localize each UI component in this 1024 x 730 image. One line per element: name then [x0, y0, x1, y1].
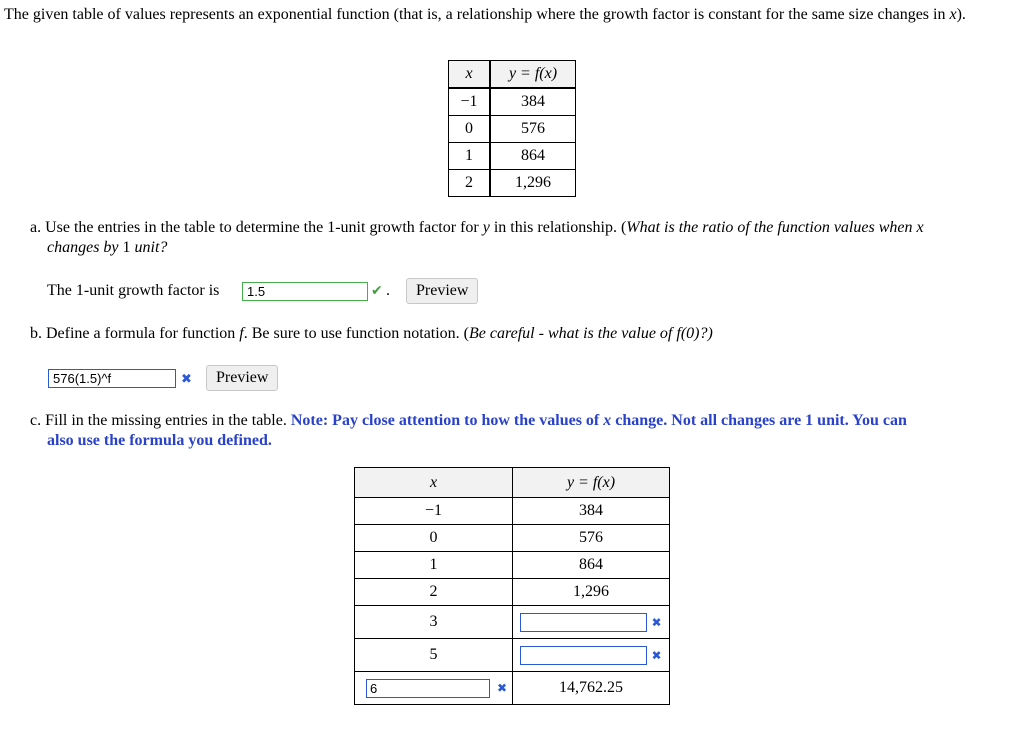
incorrect-x-icon: ✖ [651, 648, 662, 662]
table2-cell: 5 [355, 639, 513, 672]
growth-factor-label: The 1-unit growth factor is [47, 282, 220, 299]
table1-header-y: y = f(x) [490, 61, 576, 89]
y-at-3-input[interactable] [520, 613, 647, 632]
table2-input-cell [513, 606, 670, 639]
x-input[interactable]: 6 [366, 679, 490, 698]
table2-cell: −1 [355, 498, 513, 525]
table1-cell: 1 [449, 143, 491, 170]
table2-cell: 0 [355, 525, 513, 552]
part-b-question: b. Define a formula for function f. Be sure to use function notation. (Be careful - what is the value of f(0)?) [30, 325, 713, 342]
part-a-question: a. Use the entries in the table to determine the 1-unit growth factor for y in this relationship. (What is the ratio of the function values when x [30, 219, 924, 236]
intro-text: The given table of values represents an exponential function (that is, a relationship where the growth factor is constant for the same size changes in x). [4, 6, 966, 23]
incorrect-x-icon: ✖ [181, 372, 192, 387]
table1-cell: 0 [449, 116, 491, 143]
fill-in-table [354, 467, 670, 705]
table1-cell: −1 [449, 88, 491, 116]
preview-button-a[interactable]: Preview [406, 278, 478, 304]
growth-factor-input[interactable]: 1.5 [242, 282, 368, 301]
formula-input[interactable]: 576(1.5)^f [48, 369, 176, 388]
table2-header-y: y = f(x) [513, 468, 670, 498]
table2-cell: 1,296 [513, 579, 670, 606]
table1-cell: 576 [490, 116, 576, 143]
table2-input-cell [513, 639, 670, 672]
table2-cell: 2 [355, 579, 513, 606]
table2-cell: 384 [513, 498, 670, 525]
correct-check-icon: ✔ [371, 283, 383, 299]
table1-header-x: x [449, 61, 491, 89]
intro-var: x [949, 6, 957, 23]
values-table [448, 60, 576, 197]
table2-cell: 14,762.25 [513, 672, 670, 705]
table1-cell: 384 [490, 88, 576, 116]
y-at-5-input[interactable] [520, 646, 647, 665]
table1-cell: 864 [490, 143, 576, 170]
table2-cell: 864 [513, 552, 670, 579]
table2-header-x: x [355, 468, 513, 498]
table1-cell: 1,296 [490, 170, 576, 197]
preview-button-b[interactable]: Preview [206, 365, 278, 391]
table2-cell: 3 [355, 606, 513, 639]
table1-cell: 2 [449, 170, 491, 197]
part-c-note-line2: also use the formula you defined. [47, 432, 272, 449]
incorrect-x-icon: ✖ [497, 681, 508, 695]
incorrect-x-icon: ✖ [651, 615, 662, 629]
part-c-question: c. Fill in the missing entries in the table. Note: Pay close attention to how the values of x change. Not all changes are 1 unit. You can [30, 412, 907, 429]
table2-cell: 1 [355, 552, 513, 579]
table2-cell: 576 [513, 525, 670, 552]
part-a-question-line2: changes by 1 unit? [47, 239, 168, 256]
table2-input-cell [355, 672, 513, 705]
